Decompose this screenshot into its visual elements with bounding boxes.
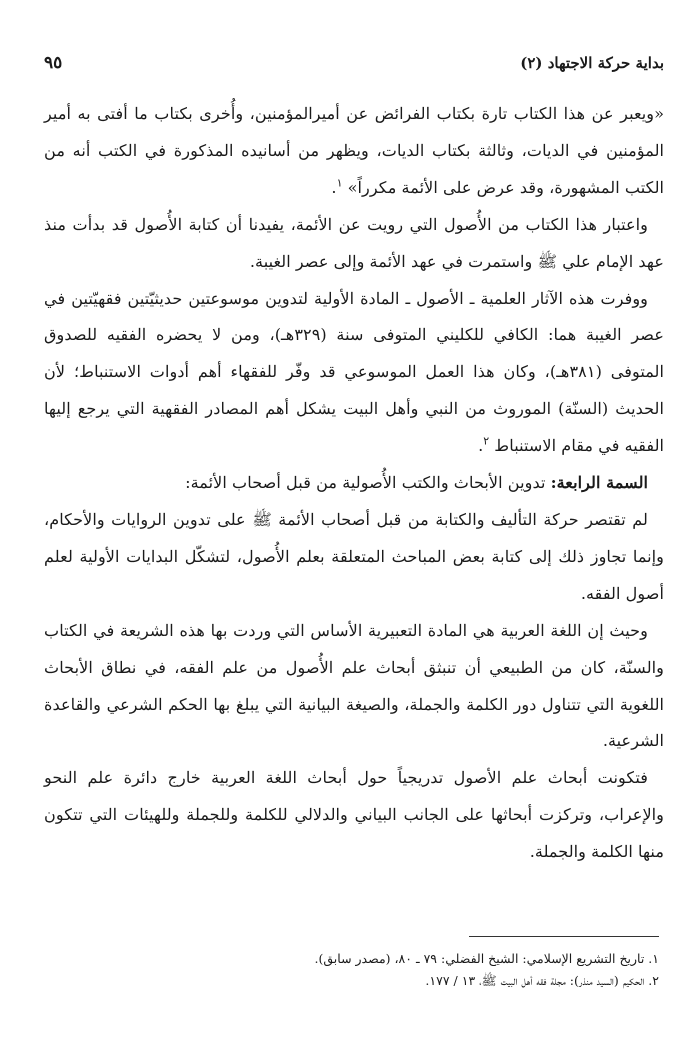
heading-text: تدوين الأبحاث والكتب الأُصولية من قبل أصحاب الأئمة: — [185, 473, 546, 493]
footnote: ١. تاريخ التشريع الإسلامي: الشيخ الفضلي: ٧٩ ـ ٨٠، (مصدر سابق). — [314, 951, 659, 966]
footnote-divider — [469, 936, 659, 937]
footnote: ٢. الحكيم (السيد منذر): مجلة فقه أهل البيت ﷺ، ١٣ / ١٧٧. — [425, 973, 659, 988]
page — [44, 52, 664, 871]
paragraph: واعتبار هذا الكتاب من الأُصول التي رويت عن الأئمة، يفيدنا أن كتابة الأُصول قد بدأت منذ عهد الإمام علي ﷺ واستمرت في عهد الأئمة وإلى عصر الغيبة. — [44, 214, 664, 271]
paragraph-text: «ويعبر عن هذا الكتاب تارة بكتاب الفرائض عن أميرالمؤمنين، وأُخرى بكتاب ما أفتى به أمير المؤمنين في الديات، وثالثة بكتاب الديات، ويظهر من أسانيده المذكورة في الكتب أنه من الكتب المشهورة، وقد عرض على الأئمة مكرراً» — [44, 104, 664, 197]
paragraph: وحيث إن اللغة العربية هي المادة التعبيرية الأساس التي وردت بها هذه الشريعة في الكتاب والسنّة، كان من الطبيعي أن تنبثق أبحاث علم الأُصول من علم الفقه، في نطاق الأبحاث اللغوية التي تتناول دور الكلمة والجملة، والصيغة البيانية التي يبلغ بها الحكم الشرعي والقاعدة الشرعية. — [44, 620, 664, 751]
footnotes — [39, 948, 659, 992]
paragraph: لم تقتصر حركة التأليف والكتابة من قبل أصحاب الأئمة ﷺ على تدوين الروايات والأحكام، وإنما تجاوز ذلك إلى كتابة بعض المباحث المتعلقة بعلم الأُصول، لتشكّل البدايات الأولية لعلم أصول الفقه. — [44, 509, 664, 603]
body-text — [44, 96, 664, 871]
footnote-ref: ٢ — [483, 434, 490, 448]
page-header — [44, 52, 664, 74]
heading-label: السمة الرابعة: — [550, 473, 648, 493]
paragraph-text: ووفرت هذه الآثار العلمية ـ الأصول ـ المادة الأولية لتدوين موسوعتين حديثيّتين فقهيّتين في عصر الغيبة هما: الكافي للكليني المتوفى سنة (٣٢٩هـ)، ومن لا يحضره الفقيه للصدوق المتوفى (٣٨١هـ)، وكان هذا العمل الموسوعي قد وفّر للفقهاء أهم أدوات الاستنباط؛ لأن الحديث (السنّة) الموروث من النبي وأهل البيت يشكل أهم المصادر الفقهية التي يرجع إليها الفقيه في مقام الاستنباط — [44, 288, 664, 456]
footnote-ref: ١ — [336, 176, 343, 190]
section-heading — [44, 465, 664, 502]
paragraph: ووفرت هذه الآثار العلمية ـ الأصول ـ المادة الأولية لتدوين موسوعتين حديثيّتين فقهيّتين في عصر الغيبة هما: الكافي للكليني المتوفى سنة (٣٢٩هـ)، ومن لا يحضره الفقيه للصدوق المتوفى (٣٨١هـ)، وكان هذا العمل الموسوعي قد وفّر للفقهاء أهم أدوات الاستنباط؛ لأن الحديث (السنّة) الموروث من النبي وأهل البيت يشكل أهم المصادر الفقهية التي يرجع إليها الفقيه في مقام الاستنباط $^٢$. — [44, 288, 664, 456]
running-title: بداية حركة الاجتهاد (٢) — [520, 54, 664, 72]
page-number: ٩٥ — [44, 53, 63, 73]
paragraph: فتكونت أبحاث علم الأصول تدريجياً حول أبحاث اللغة العربية خارج دائرة علم النحو والإعراب، وتركزت أبحاثها على الجانب البياني والدلالي للكلمة وللجملة وللهيئات التي تتكون منها الكلمة والجملة. — [44, 768, 664, 862]
paragraph: «ويعبر عن هذا الكتاب تارة بكتاب الفرائض عن أميرالمؤمنين، وأُخرى بكتاب ما أفتى به أمير المؤمنين في الديات، وثالثة بكتاب الديات، ويظهر من أسانيده المذكورة في الكتب أنه من الكتب المشهورة، وقد عرض على الأئمة مكرراً» $^١$. — [44, 104, 664, 197]
